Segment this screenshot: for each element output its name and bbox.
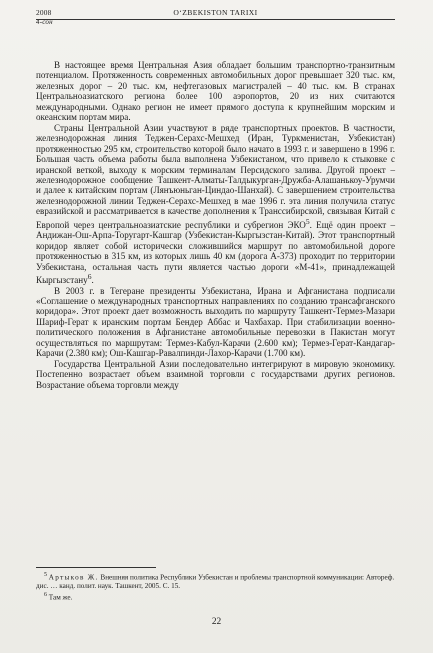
paragraph: В 2003 г. в Тегеране президенты Узбекистана, Ирана и Афганистана подписали «Соглашение о международных транспортных направлениях по созданию трансафганского коридора». Этот проект дает возможность выходить по маршруту Ташкент-Термез-Мазари Шариф-Герат к иранским портам Бендер Аббас и Чахбахар. При стабилизации военно-политического положения в Афганистане автомобильные перевозки в Пакистан могут осуществляться по маршрутам: Термез-Кабул-Карачи (2.600 км); Термез-Герат-Кандагар-Карачи (2.380 км); Ош-Кашгар-Равалпинди-Лахор-Карачи (1.700 км). [36,285,395,359]
paragraph: Государства Центральной Азии последовательно интегрируют в мировую экономику. Постепенно возрастает объем взаимной торговли с государствами других регионов. Возрастание объема торговли между [36,358,395,390]
footnote: $^6$ Там же. [44,591,73,601]
journal-title: O‘ZBEKISTON TARIXI [173,8,258,17]
header-rule [36,19,395,20]
header-year: 2008 [36,8,52,17]
footnote-author: Артыков Ж. [48,573,99,582]
paragraph: В настоящее время Центральная Азия обладает большим транспортно-транзитным потенциалом. Протяженность современных автомобильных дорог превышает 320 тыс. км, железных дорог – 20 тыс. км, нефтегазовых магистралей – 40 тыс. км. В странах Центральноазиатского региона более 100 аэропортов, 20 из них считаются международными. Однако регион не имеет прямого доступа к крупнейшим морским и океанским портам мира. [36,60,395,123]
footnote-rule [36,567,156,568]
footnotes [36,571,395,602]
paragraph: Страны Центральной Азии участвуют в ряде транспортных проектов. В частности, железнодорожная линия Теджен-Серахс-Мешхед (Иран, Туркменистан, Узбекистан) протяженностью 295 км, строительство которой было начато в 1993 г. и завершено в 1996 г. Большая часть объема работы была выполнена Узбекистаном, что привело к стыковке с иранской веткой, выходу к морским терминалам Персидского залива. Другой проект – железнодорожное сообщение Ташкент-Алматы-Талдыкурган-Дружба-Алашанькоу-Урумчи и далее к китайским портам (Лянъюньган-Циндао-Шанхай). С завершением строительства железнодорожной линии Теджен-Серахс-Мешхед в мае 1996 г. эта линия получила статус евразийской и рассматривается в качестве дополнения к Транссибирской, связывая Китай с Европой через центральноазиатские республики и субрегион ЭКО$^5$. Ещё один проект – Андижан-Ош-Арпа-Торугарт-Кашгар (Узбекистан-Кыргызстан-Китай). Этот транспортный коридор являет собой исторически сложившийся маршрут по автомобильной дороге протяженностью в 315 км, из которых лишь 40 км (дорога А-373) проходит по территории Узбекистана, остальная часть пути является частью дороги «М-41», принадлежащей Кыргызстану$^6$. [36,122,395,286]
footnote-ref: 5 [305,216,310,226]
page-number: 22 [211,617,222,627]
header-issue: 4-сон [36,18,53,26]
footnote-ref: 6 [87,272,92,282]
footnote: $^5$ Артыков Ж. Внешняя политика Республики Узбекистан и проблемы транспортной коммуникации: Автореф. дис. … канд. полит. наук. Ташкент, 2005. С. 15. [36,572,395,590]
article-body [36,60,395,390]
